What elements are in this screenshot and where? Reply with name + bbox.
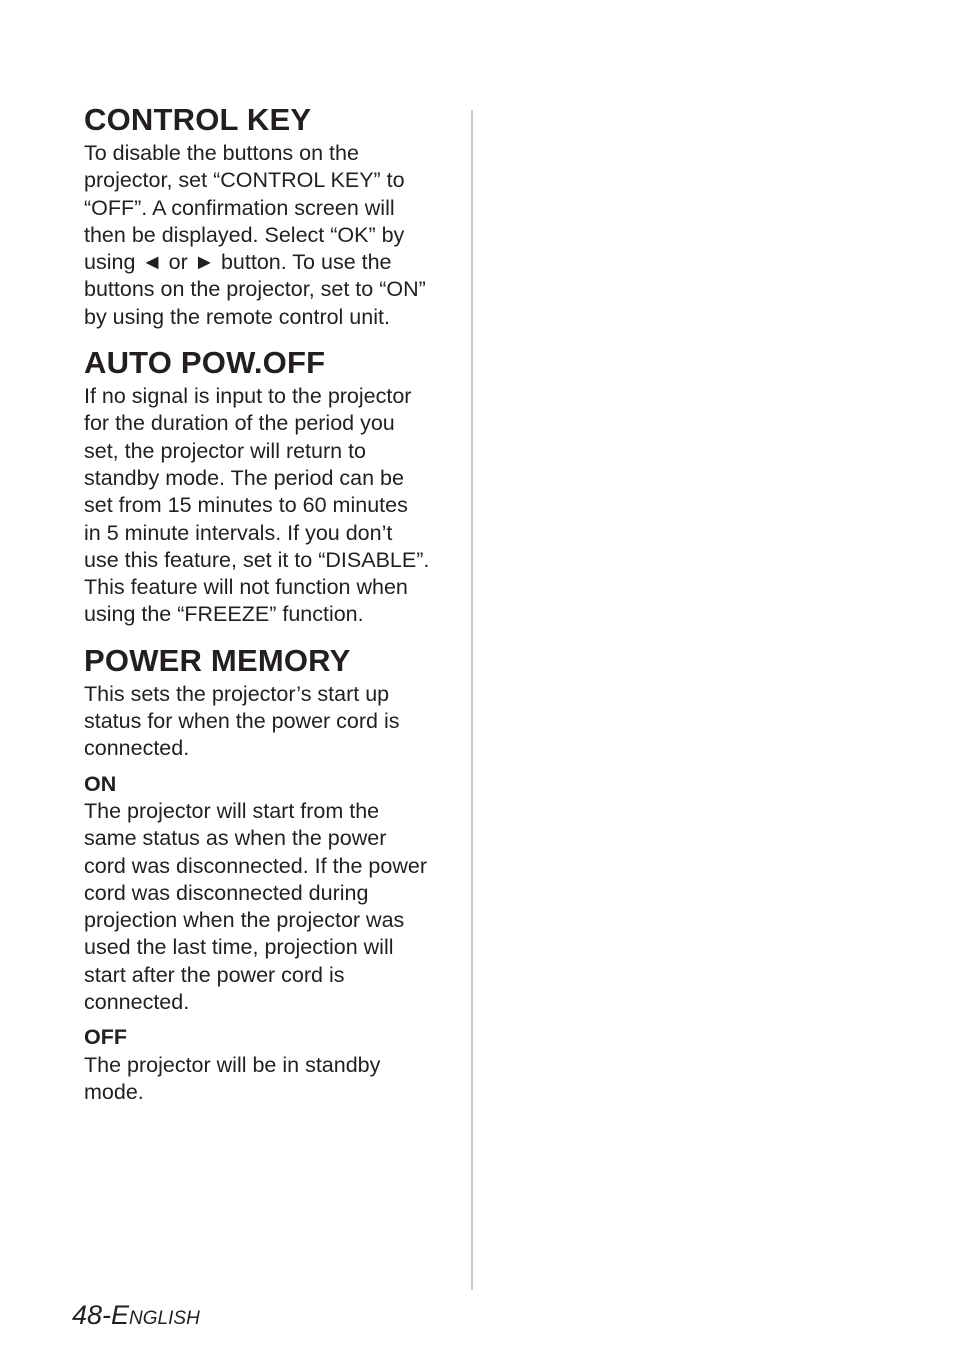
power-memory-off-description: The projector will be in standby mode. bbox=[84, 1052, 381, 1104]
language-initial: E bbox=[111, 1300, 130, 1330]
language-rest: NGLISH bbox=[129, 1308, 200, 1329]
control-key-description: To disable the buttons on the projector, set “CONTROL KEY” to “OFF”. A confirmation screen will then be displayed. Select “OK” by using ◄ or ► button. To use the buttons on the projector, set to “ON” by using the remote control unit. bbox=[84, 141, 426, 329]
left-column bbox=[84, 100, 456, 1106]
control-key-heading: CONTROL KEY bbox=[84, 102, 312, 137]
page-number: 48- bbox=[72, 1300, 112, 1330]
column-divider bbox=[471, 110, 473, 1290]
power-memory-on-description: The projector will start from the same status as when the power cord was disconnected. If the power cord was disconnected during projection when the projector was used the last time, projection will start after the power cord is connected. bbox=[84, 798, 427, 1015]
power-memory-on-label: ON bbox=[84, 771, 117, 796]
page-footer bbox=[72, 1298, 200, 1336]
power-memory-off-label: OFF bbox=[84, 1025, 127, 1050]
auto-pow-off-heading: AUTO POW.OFF bbox=[84, 345, 326, 381]
auto-pow-off-description: If no signal is input to the projector for the duration of the period you set, the projector will return to standby mode. The period can be set from 15 minutes to 60 minutes in 5 minute intervals. If you don’t use this feature, set it to “DISABLE”. This feature will not function when using the “FREEZE” function. bbox=[84, 384, 430, 627]
power-memory-heading: POWER MEMORY bbox=[84, 642, 351, 678]
power-memory-description: This sets the projector’s start up status for when the power cord is connected. bbox=[84, 681, 400, 761]
